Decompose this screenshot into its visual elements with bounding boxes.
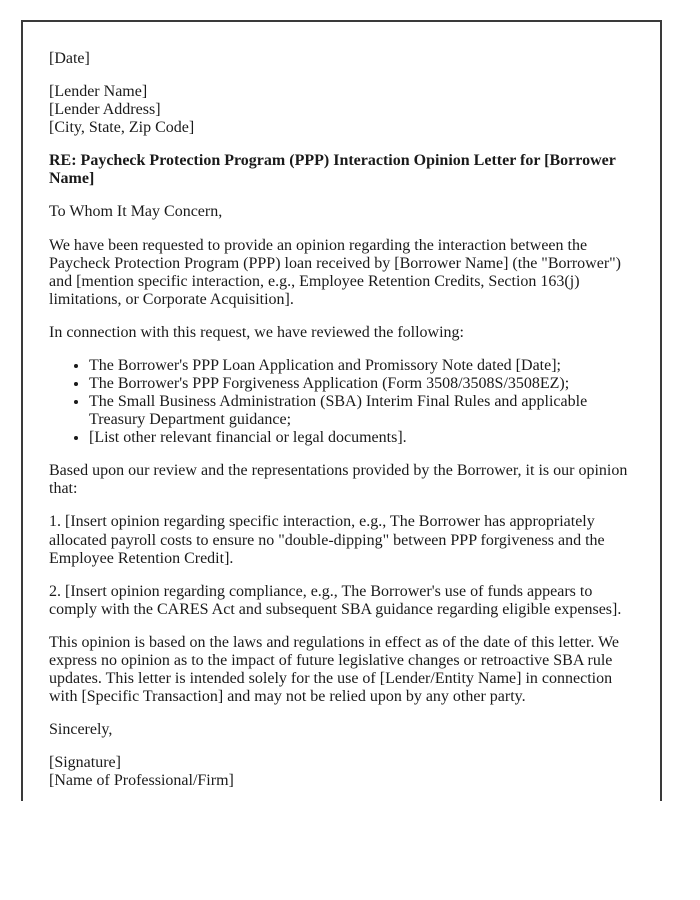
closing: Sincerely,: [49, 721, 113, 739]
reviewed-document-item: • The Small Business Administration (SBA) Interim Final Rules and applicable Treasury Department guidance;: [89, 393, 633, 429]
limitations-paragraph: This opinion is based on the laws and regulations in effect as of the date of this letter. We express no opinion as to the impact of future legislative changes or retroactive SBA rule updates. This letter is intended solely for the use of [Lender/Entity Name] in connection with [Specific Transaction] and may not be relied upon by any other party.: [49, 633, 619, 706]
intro-paragraph: We have been requested to provide an opinion regarding the interaction between the Paycheck Protection Program (PPP) loan received by [Borrower Name] (the "Borrower") and [mention specific interaction, e.g., Employee Retention Credits, Section 163(j) limitations, or Corporate Acquisition].: [49, 236, 621, 308]
reviewed-document-item: • [List other relevant financial or legal documents].: [89, 429, 633, 447]
salutation: To Whom It May Concern,: [49, 203, 223, 221]
reviewed-document-item: • The Borrower's PPP Loan Application and Promissory Note dated [Date];: [89, 357, 633, 375]
opinion-item-2: 2. [Insert opinion regarding compliance, e.g., The Borrower's use of funds appears to comply with the CARES Act and subsequent SBA guidance regarding eligible expenses].: [49, 582, 622, 618]
signer-name-placeholder: [Name of Professional/Firm]: [49, 772, 234, 790]
opinion-intro: Based upon our review and the representations provided by the Borrower, it is our opinion that:: [49, 462, 628, 498]
reviewed-documents-list: [49, 357, 633, 447]
signature-placeholder: [Signature]: [49, 754, 121, 772]
reviewed-document-item: • The Borrower's PPP Forgiveness Application (Form 3508/3508S/3508EZ);: [89, 375, 633, 393]
subject-line: RE: Paycheck Protection Program (PPP) Interaction Opinion Letter for [Borrower Name]: [49, 152, 616, 188]
letter-page: [21, 20, 662, 801]
date-placeholder: [Date]: [49, 50, 90, 67]
review-intro: In connection with this request, we have reviewed the following:: [49, 323, 464, 341]
recipient-line-city-state-zip: [City, State, Zip Code]: [49, 119, 195, 137]
signature-block: [49, 754, 633, 790]
recipient-address-block: [49, 83, 633, 137]
recipient-line-lender-name: [Lender Name]: [49, 83, 148, 101]
recipient-line-lender-address: [Lender Address]: [49, 101, 161, 119]
opinion-item-1: 1. [Insert opinion regarding specific interaction, e.g., The Borrower has appropriately allocated payroll costs to ensure no "double-dipping" between PPP forgiveness and the Employee Retention Credit].: [49, 513, 605, 567]
